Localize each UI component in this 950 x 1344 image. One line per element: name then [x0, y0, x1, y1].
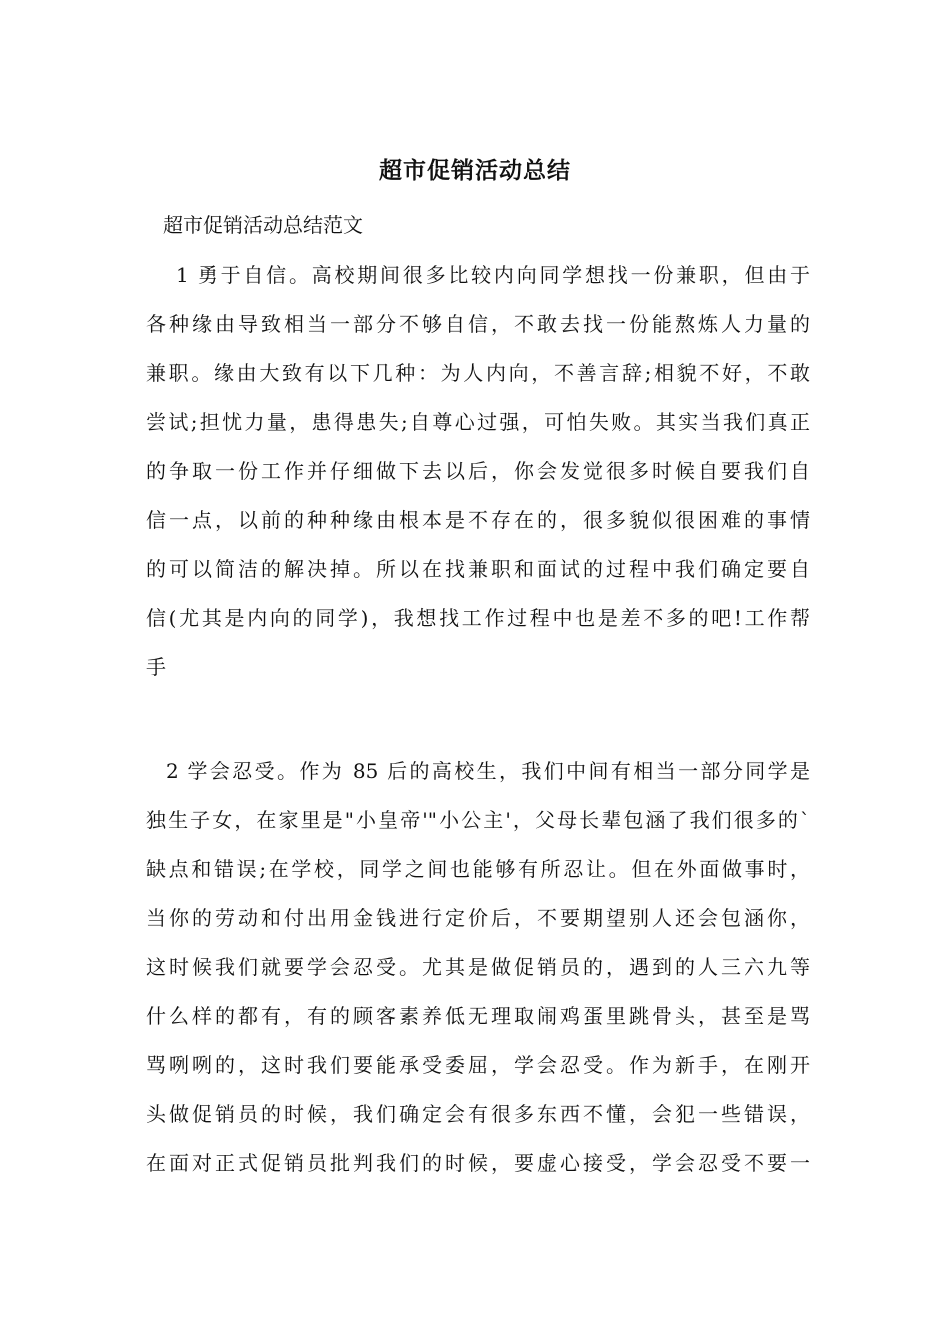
- document-subtitle: 超市促销活动总结范文: [163, 213, 363, 237]
- paragraph-line: 信(尤其是内向的同学)，我想找工作过程中也是差不多的吧!工作帮: [146, 606, 810, 630]
- paragraph-line: 1 勇于自信。高校期间很多比较内向同学想找一份兼职，但由于: [176, 263, 810, 287]
- paragraph-line: 缺点和错误;在学校，同学之间也能够有所忍让。但在外面做事时，: [146, 857, 810, 881]
- paragraph-line: 的可以简洁的解决掉。所以在找兼职和面试的过程中我们确定要自: [146, 557, 810, 581]
- paragraph-line: 这时候我们就要学会忍受。尤其是做促销员的，遇到的人三六九等: [146, 955, 810, 979]
- paragraph-line: 什么样的都有，有的顾客素养低无理取闹鸡蛋里跳骨头，甚至是骂: [146, 1004, 810, 1028]
- paragraph-line: 兼职。缘由大致有以下几种：为人内向，不善言辞;相貌不好，不敢: [146, 361, 810, 385]
- paragraph-line: 独生子女，在家里是"小皇帝'"小公主'，父母长辈包涵了我们很多的`: [146, 808, 810, 832]
- document-title: 超市促销活动总结: [379, 157, 571, 184]
- paragraph-line: 在面对正式促销员批判我们的时候，要虚心接受，学会忍受不要一: [146, 1151, 810, 1175]
- paragraph-line: 头做促销员的时候，我们确定会有很多东西不懂，会犯一些错误，: [146, 1102, 810, 1126]
- paragraph-line: 手: [146, 655, 166, 679]
- paragraph-line: 当你的劳动和付出用金钱进行定价后，不要期望别人还会包涵你，: [146, 906, 810, 930]
- paragraph-line: 的争取一份工作并仔细做下去以后，你会发觉很多时候自要我们自: [146, 459, 810, 483]
- paragraph-line: 各种缘由导致相当一部分不够自信，不敢去找一份能熬炼人力量的: [146, 312, 810, 336]
- paragraph-line: 骂咧咧的，这时我们要能承受委屈，学会忍受。作为新手，在刚开: [146, 1053, 810, 1077]
- paragraph-line: 尝试;担忧力量，患得患失;自尊心过强，可怕失败。其实当我们真正: [146, 410, 810, 434]
- paragraph-1: [146, 251, 810, 692]
- paragraph-2: [146, 747, 810, 1188]
- paragraph-line: 2 学会忍受。作为 85 后的高校生，我们中间有相当一部分同学是: [166, 759, 810, 783]
- paragraph-line: 信一点，以前的种种缘由根本是不存在的，很多貌似很困难的事情: [146, 508, 810, 532]
